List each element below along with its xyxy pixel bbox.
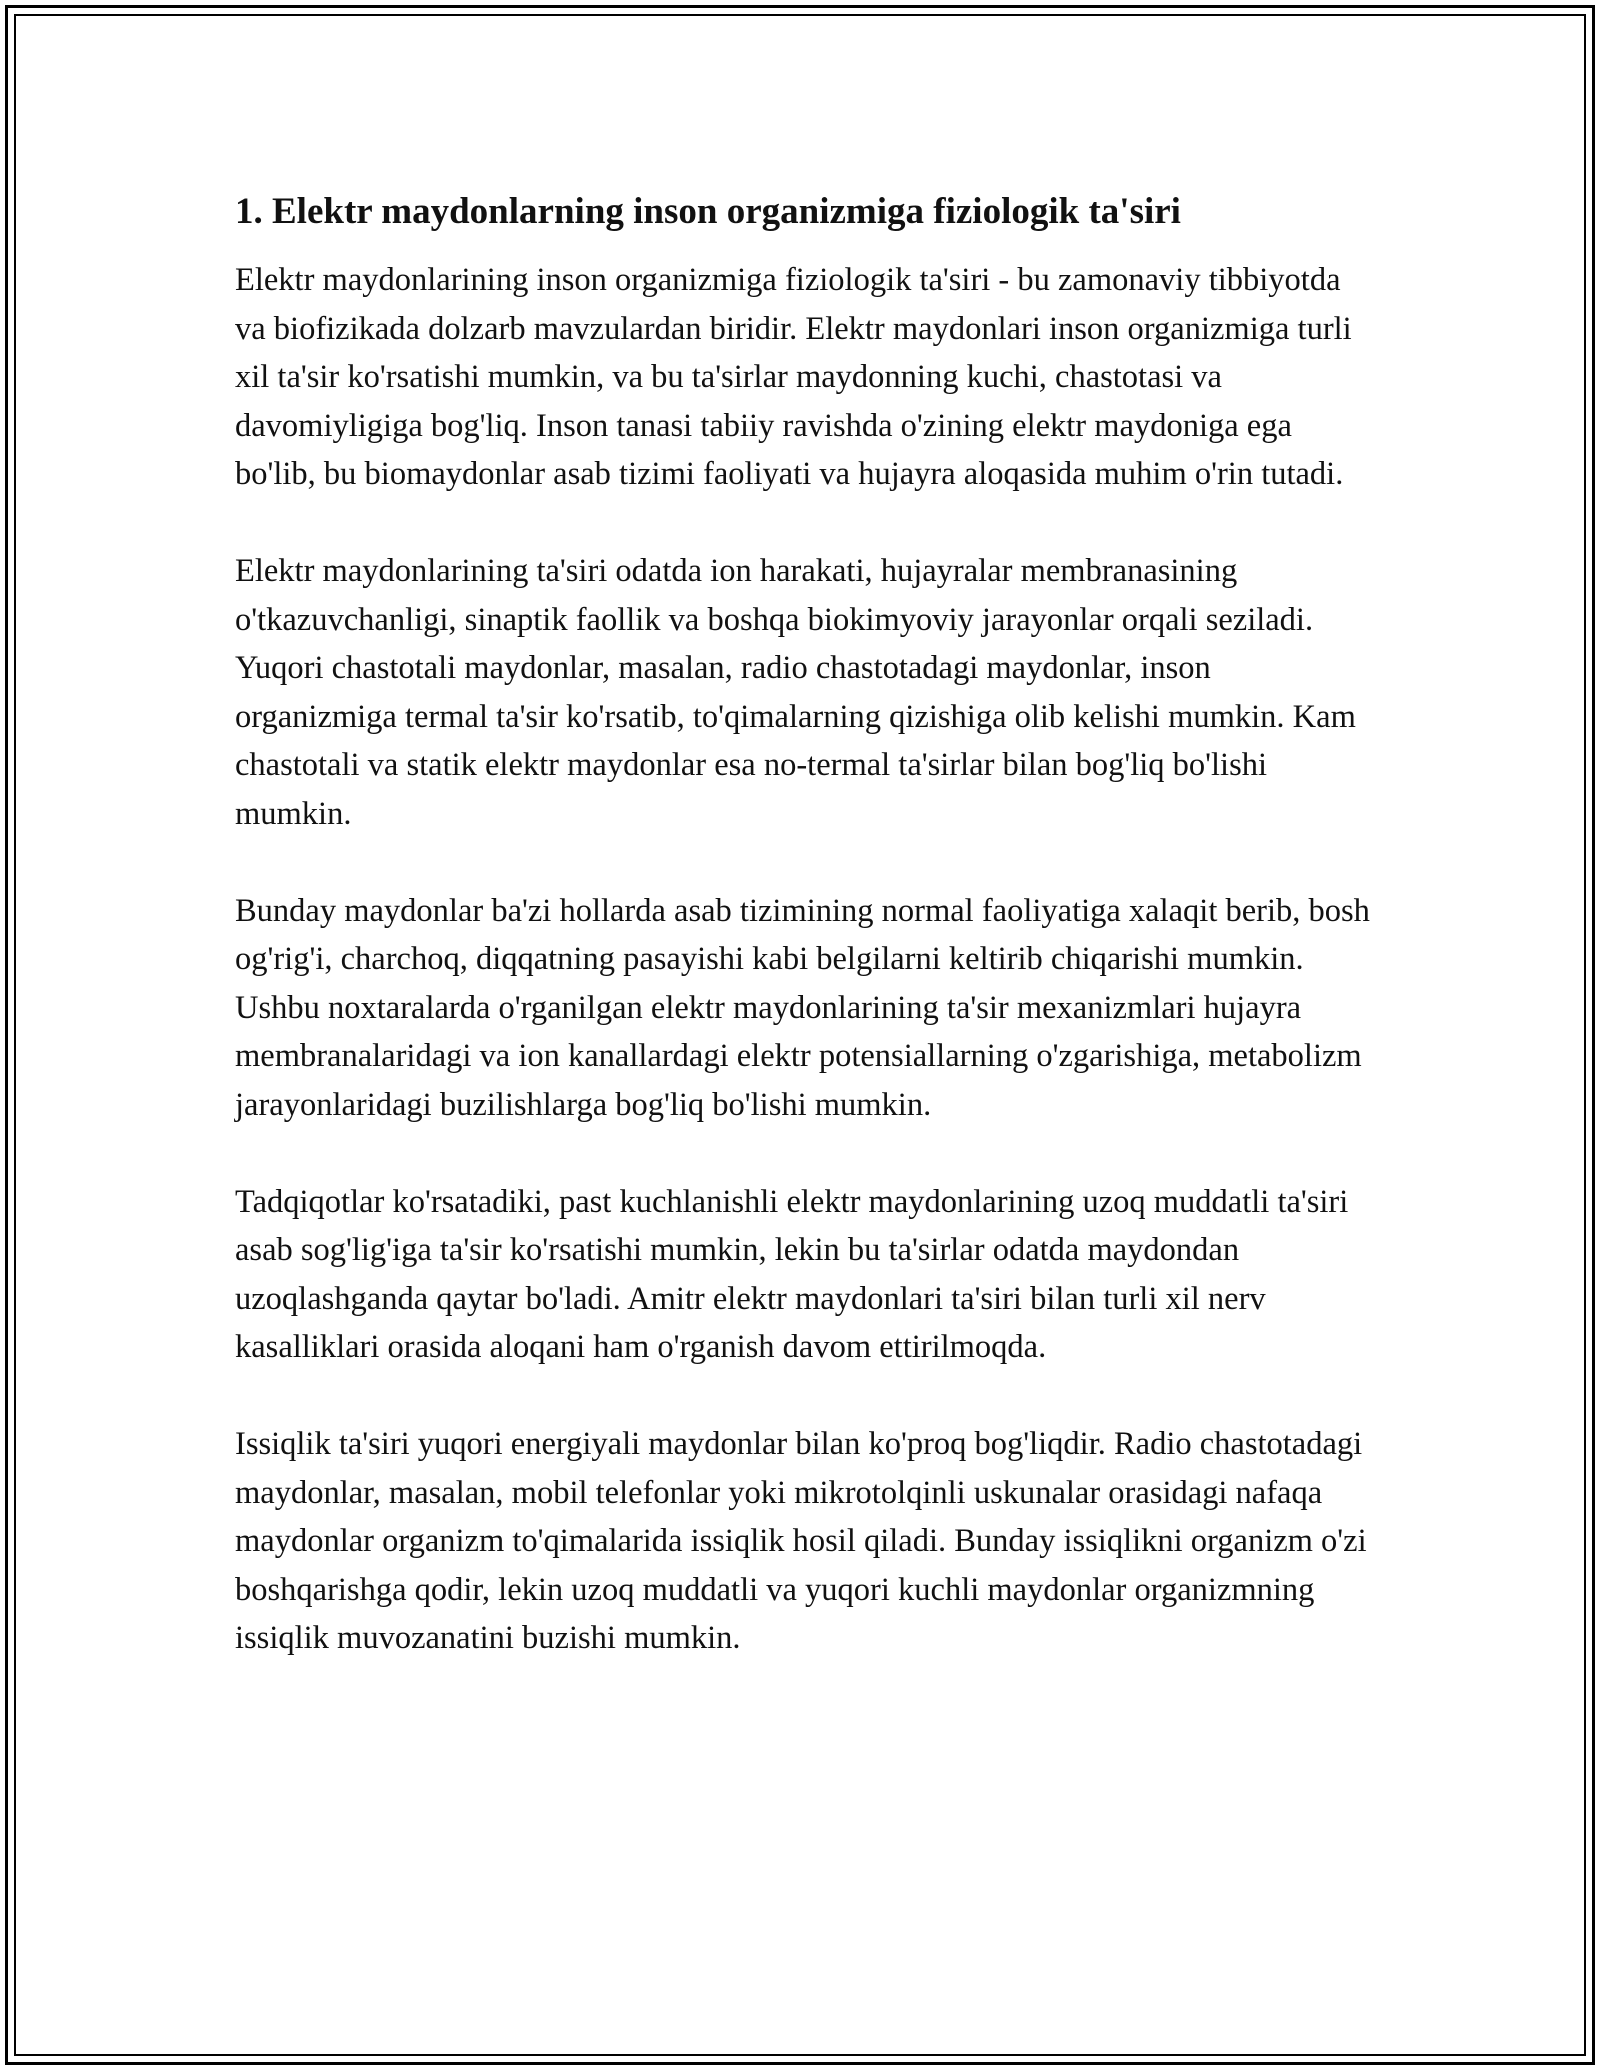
paragraph-5: Issiqlik ta'siri yuqori energiyali maydonlar bilan ko'proq bog'liqdir. Radio chastotadagi maydonlar, masalan, mobil telefonlar yoki mikrotolqinli uskunalar orasidagi nafaqa maydonlar organizm to'qimalarida issiqlik hosil qiladi. Bunday issiqlikni organizm o'zi boshqarishga qodir, lekin uzoq muddatli va yuqori kuchli maydonlar organizmning issiqlik muvozanatini buzishi mumkin. — [235, 1426, 1367, 1656]
paragraph-2: Elektr maydonlarining ta'siri odatda ion harakati, hujayralar membranasining o'tkazuvchanligi, sinaptik faollik va boshqa biokimyoviy jarayonlar orqali seziladi. Yuqori chastotali maydonlar, masalan, radio chastotadagi maydonlar, inson organizmiga termal ta'sir ko'rsatib, to'qimalarning qizishiga olib kelishi mumkin. Kam chastotali va statik elektr maydonlar esa no-termal ta'sirlar bilan bog'liq bo'lishi mumkin. — [235, 553, 1356, 832]
document-body — [235, 188, 1370, 1711]
paragraph-3: Bunday maydonlar ba'zi hollarda asab tizimining normal faoliyatiga xalaqit berib, bosh og'rig'i, charchoq, diqqatning pasayishi kabi belgilarni keltirib chiqarishi mumkin. Ushbu noxtaralarda o'rganilgan elektr maydonlarining ta'sir mexanizmlari hujayra membranalaridagi va ion kanallardagi elektr potensiallarning o'zgarishiga, metabolizm jarayonlaridagi buzilishlarga bog'liq bo'lishi mumkin. — [235, 892, 1370, 1123]
paragraph-4: Tadqiqotlar ko'rsatadiki, past kuchlanishli elektr maydonlarining uzoq muddatli ta'siri asab sog'lig'iga ta'sir ko'rsatishi mumkin, lekin bu ta'sirlar odatda maydondan uzoqlashganda qaytar bo'ladi. Amitr elektr maydonlari ta'siri bilan turli xil nerv kasalliklari orasida aloqani ham o'rganish davom ettirilmoqda. — [235, 1183, 1349, 1365]
paragraph-1: Elektr maydonlarining inson organizmiga fiziologik ta'siri - bu zamonaviy tibbiyotda va biofizikada dolzarb mavzulardan biridir. Elektr maydonlari inson organizmiga turli xil ta'sir ko'rsatishi mumkin, va bu ta'sirlar maydonning kuchi, chastotasi va davomiyligiga bog'liq. Inson tanasi tabiiy ravishda o'zining elektr maydoniga ega bo'lib, bu biomaydonlar asab tizimi faoliyati va hujayra aloqasida muhim o'rin tutadi. — [235, 262, 1352, 492]
document-title: 1. Elektr maydonlarning inson organizmiga fiziologik ta'siri — [235, 191, 1181, 232]
